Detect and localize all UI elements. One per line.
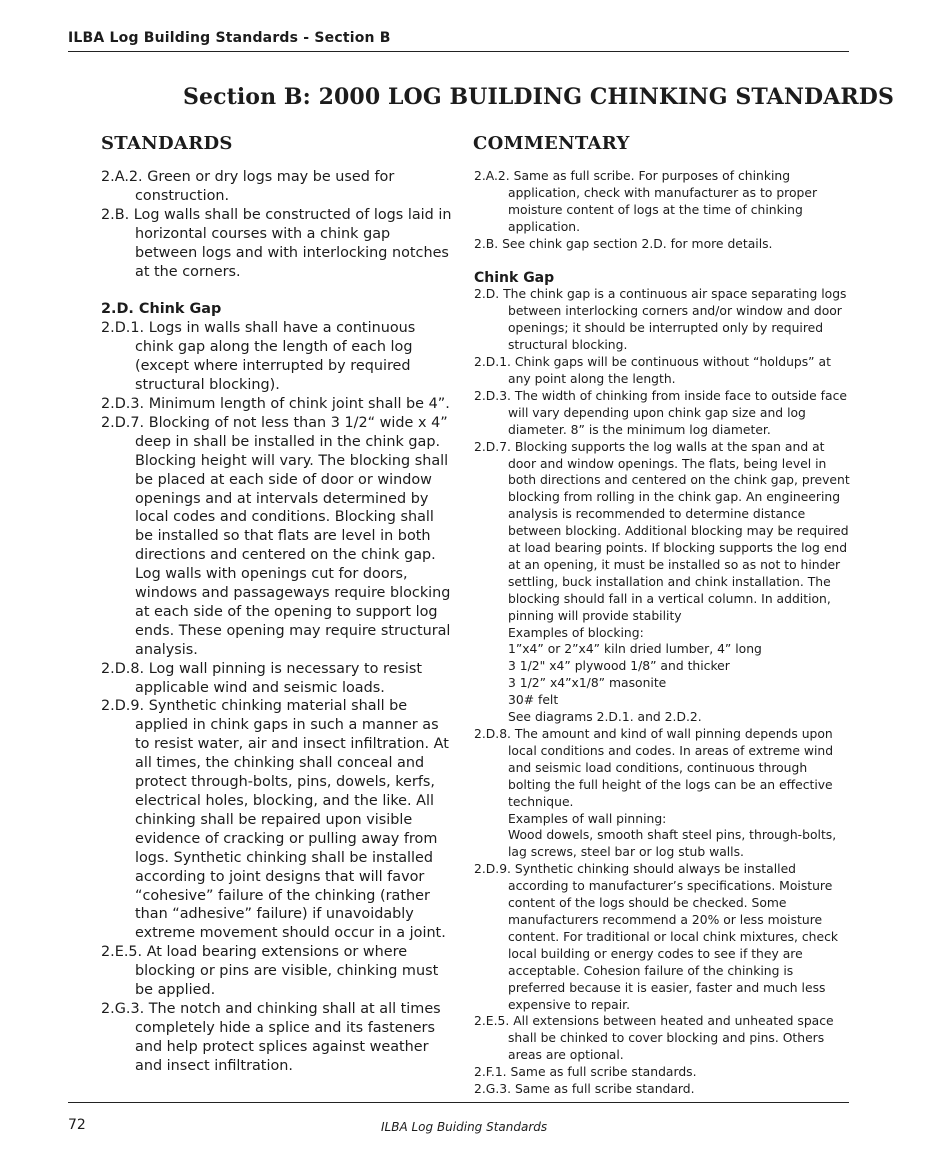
standards-column xyxy=(101,168,453,1076)
commentary-item: 2.D.7. Blocking supports the log walls at the span and at door and window openings. The flats, being level in both directions and centered on the chink gap, prevent blocking from rolling in the chink gap. An engineering analysis is recommended to determine distance between blocking. Additional blocking may be required at load bearing points. If blocking supports the log end at an opening, it must be installed so as not to hinder settling, buck installation and chink installation. The blocking should fall in a vertical column. In addition, pinning will provide stability xyxy=(474,439,850,623)
page-number: 72 xyxy=(68,1117,86,1133)
blocking-example: Examples of blocking: xyxy=(508,625,644,640)
standards-heading: STANDARDS xyxy=(101,133,233,154)
standards-subheading: 2.D. Chink Gap xyxy=(101,301,222,318)
standard-item: 2.B. Log walls shall be constructed of logs laid in horizontal courses with a chink gap between logs and with interlocking notches at the corners. xyxy=(101,206,452,280)
running-head: ILBA Log Building Standards - Section B xyxy=(68,30,391,46)
commentary-item: 2.F.1. Same as full scribe standards. xyxy=(474,1065,697,1080)
commentary-item: 2.E.5. All extensions between heated and unheated space shall be chinked to cover blocking and pins. Others areas are optional. xyxy=(474,1014,834,1063)
blocking-example: 1”x4” or 2”x4” kiln dried lumber, 4” long xyxy=(508,642,762,657)
footer-title: ILBA Log Buiding Standards xyxy=(381,1120,548,1134)
commentary-item: 2.B. See chink gap section 2.D. for more details. xyxy=(474,236,773,251)
commentary-item: 2.A.2. Same as full scribe. For purposes of chinking application, check with manufacturer as to proper moisture content of logs at the time of chinking application. xyxy=(474,169,818,234)
blocking-example: 30# felt xyxy=(508,693,559,708)
commentary-item: 2.D.1. Chink gaps will be continuous without “holdups” at any point along the length. xyxy=(474,355,831,386)
commentary-item: 2.D.8. The amount and kind of wall pinning depends upon local conditions and codes. In areas of extreme wind and seismic load conditions, continuous through bolting the full height of the logs can be an effective technique. xyxy=(474,727,834,809)
header-rule xyxy=(68,51,849,52)
pinning-example: Wood dowels, smooth shaft steel pins, through-bolts, lag screws, steel bar or log stub walls. xyxy=(508,828,837,860)
standard-item: 2.D.9. Synthetic chinking material shall be applied in chink gaps in such a manner as to resist water, air and insect infiltration. At all times, the chinking shall conceal and protect through-bolts, pins, dowels, kerfs, electrical holes, blocking, and the like. All chinking shall be repaired upon visible evidence of cracking or pulling away from logs. Synthetic chinking shall be installed according to joint designs that will favor “cohesive” failure of the chinking (rather than “adhesive” failure) if unavoidably extreme movement should occur in a joint. xyxy=(101,698,449,942)
standard-item: 2.D.7. Blocking of not less than 3 1/2“ wide x 4” deep in shall be installed in the chink gap. Blocking height will vary. The blocking shall be placed at each side of door or window openings and at intervals determined by local codes and conditions. Blocking shall be installed so that flats are level in both directions and centered on the chink gap. Log walls with openings cut for doors, windows and passageways require blocking at each side of the opening to support log ends. These opening may require structural analysis. xyxy=(101,414,451,658)
blocking-example: See diagrams 2.D.1. and 2.D.2. xyxy=(508,710,702,725)
pinning-example: Examples of wall pinning: xyxy=(508,811,667,826)
standard-item: 2.D.1. Logs in walls shall have a continuous chink gap along the length of each log (except where interrupted by required structural blocking). xyxy=(101,320,416,394)
standard-item: 2.E.5. At load bearing extensions or where blocking or pins are visible, chinking must be applied. xyxy=(101,944,439,999)
page-title: Section B: 2000 LOG BUILDING CHINKING STANDARDS xyxy=(183,84,894,110)
footer-rule xyxy=(68,1102,849,1103)
commentary-item: 2.D.3. The width of chinking from inside face to outside face will vary depending upon chink gap size and log diameter. 8” is the minimum log diameter. xyxy=(474,388,847,437)
commentary-item: 2.D. The chink gap is a continuous air space separating logs between interlocking corners and/or window and door openings; it should be interrupted only by required structural blocking. xyxy=(474,287,847,353)
blocking-example: 3 1/2” x4”x1/8” masonite xyxy=(508,676,667,691)
standard-item: 2.D.8. Log wall pinning is necessary to resist applicable wind and seismic loads. xyxy=(101,660,423,696)
commentary-heading: COMMENTARY xyxy=(473,133,630,154)
commentary-subheading: Chink Gap xyxy=(474,269,555,286)
standard-item: 2.G.3. The notch and chinking shall at all times completely hide a splice and its fasteners and help protect splices against weather and insect infiltration. xyxy=(101,1000,441,1074)
commentary-column xyxy=(474,168,852,1098)
blocking-example: 3 1/2" x4” plywood 1/8” and thicker xyxy=(508,659,730,674)
commentary-item: 2.D.9. Synthetic chinking should always be installed according to manufacturer’s specifications. Moisture content of the logs should be checked. Some manufacturers recommend a 20% or less moisture content. For traditional or local chink mixtures, check local building or energy codes to see if they are acceptable. Cohesion failure of the chinking is preferred because it is easier, faster and much less expensive to repair. xyxy=(474,862,839,1012)
commentary-item: 2.G.3. Same as full scribe standard. xyxy=(474,1082,695,1097)
standard-item: 2.D.3. Minimum length of chink joint shall be 4”. xyxy=(101,395,450,412)
standard-item: 2.A.2. Green or dry logs may be used for construction. xyxy=(101,169,395,204)
